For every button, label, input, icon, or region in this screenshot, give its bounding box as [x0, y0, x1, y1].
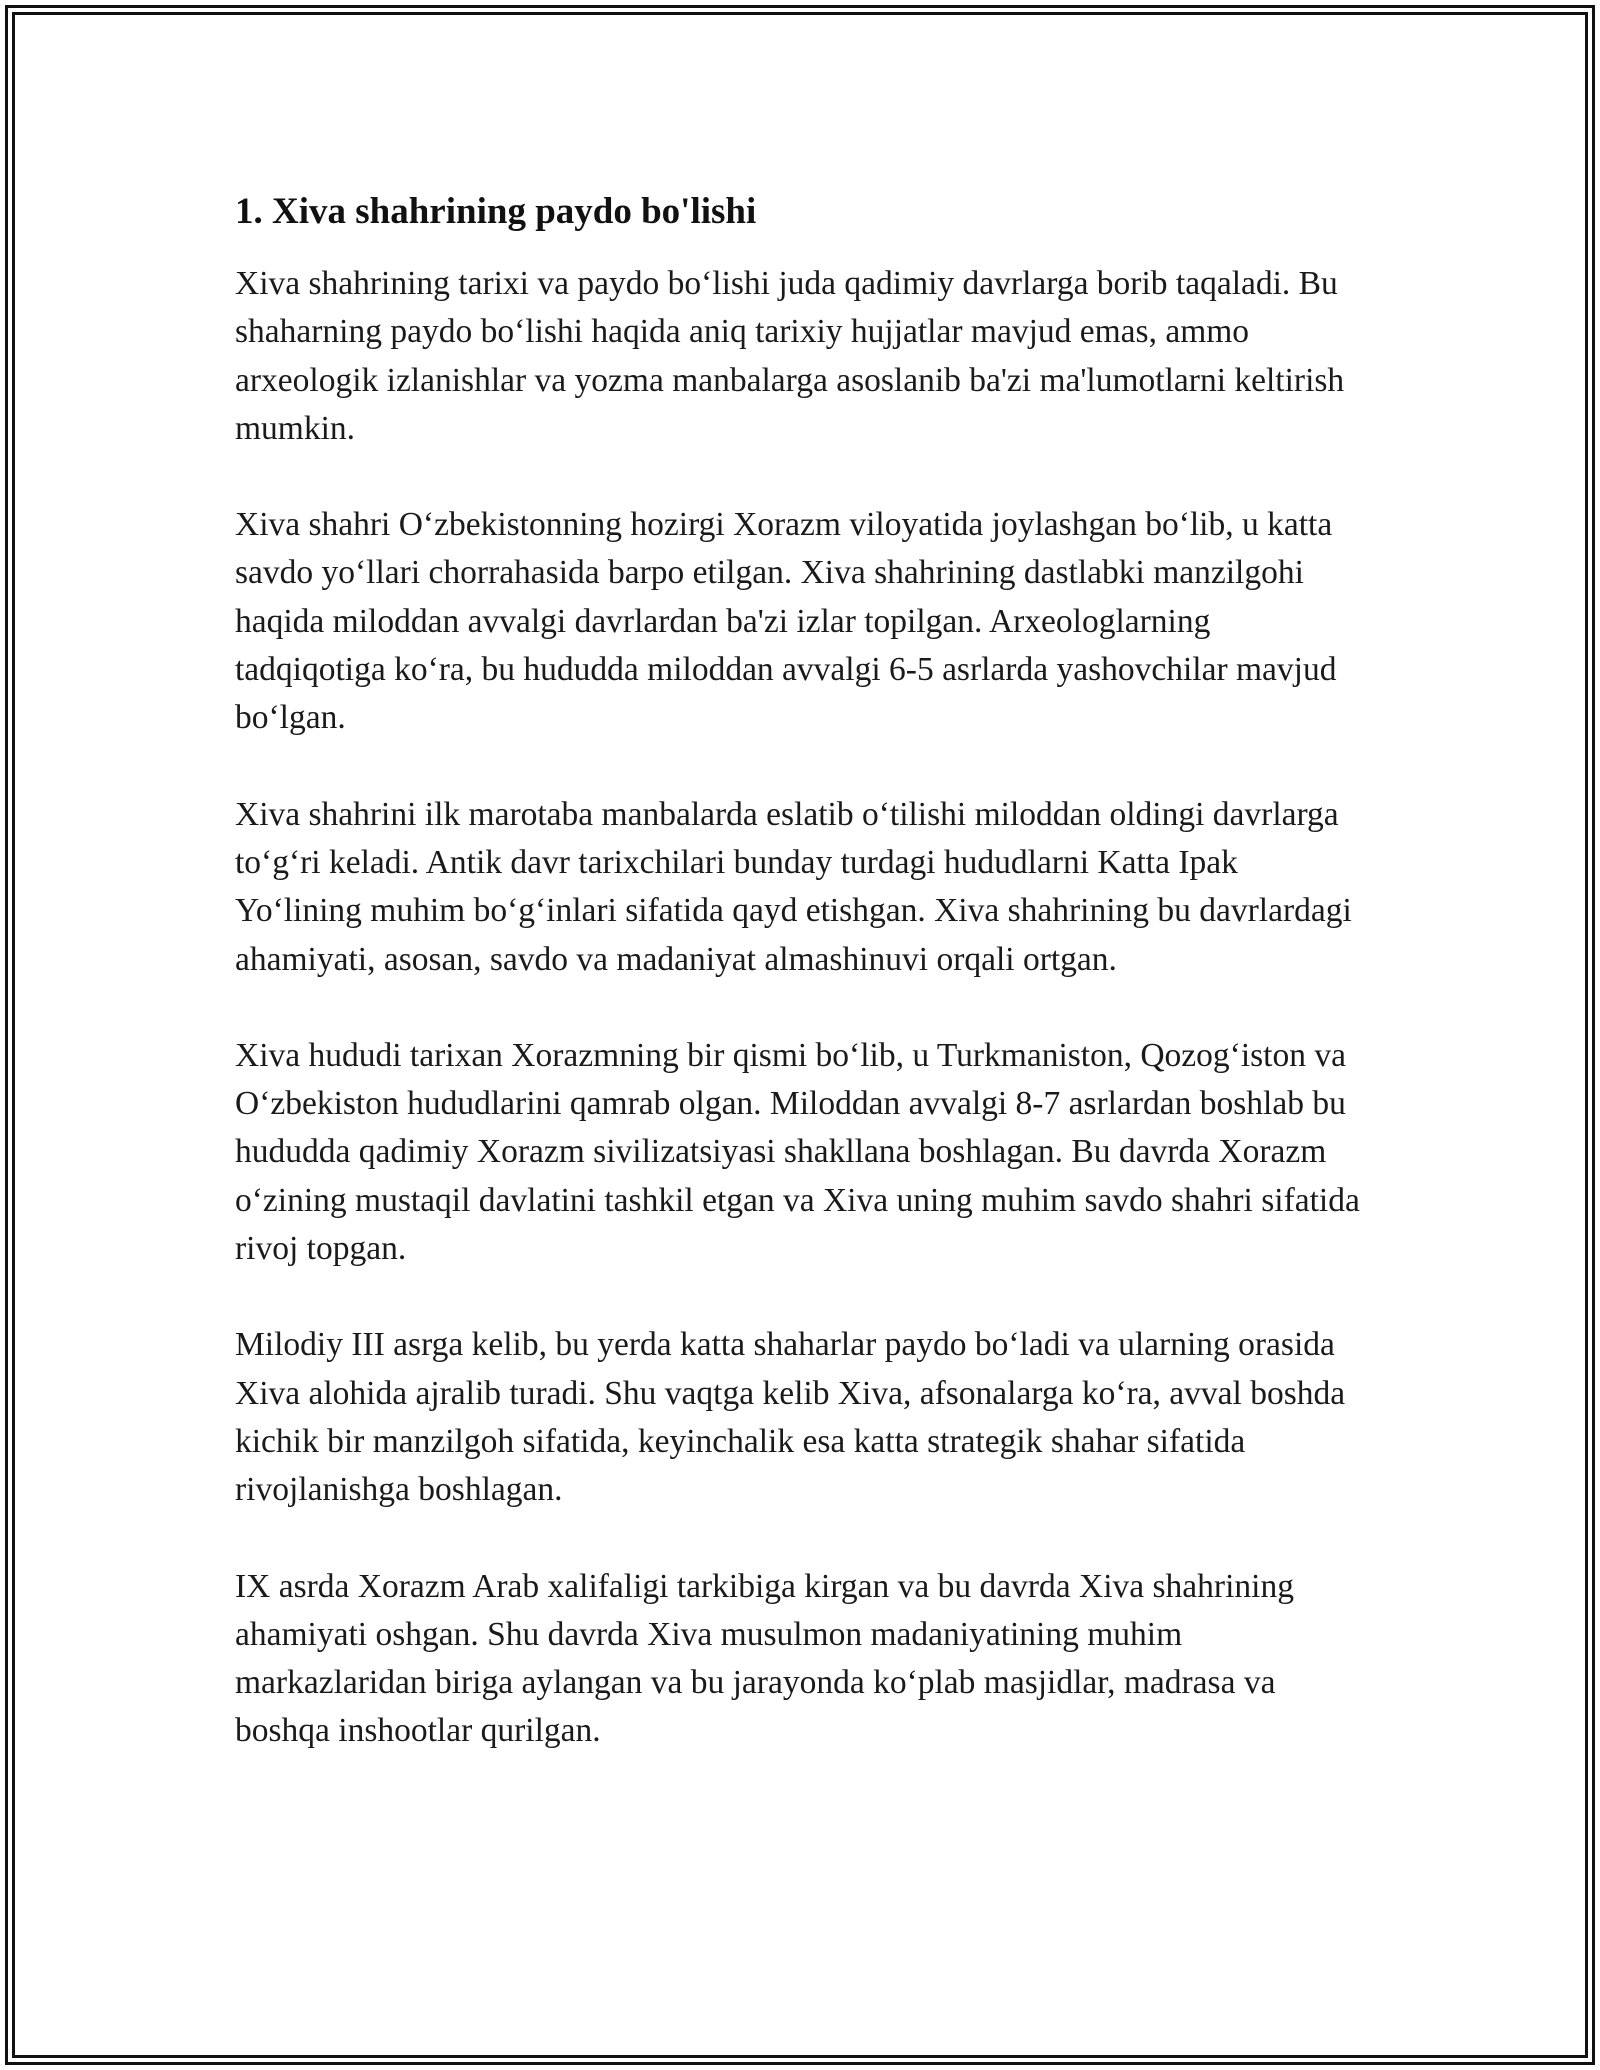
paragraph-1: Xiva shahrining tarixi va paydo bo‘lishi juda qadimiy davrlarga borib taqaladi. Bu shaharning paydo bo‘lishi haqida aniq tarixiy hujjatlar mavjud emas, ammo arxeologik izlanishlar va yozma manbalarga asoslanib ba'zi ma'lumotlarni keltirish mumkin.: [235, 265, 1345, 447]
paragraph-5: Milodiy III asrga kelib, bu yerda katta shaharlar paydo bo‘ladi va ularning orasida Xiva alohida ajralib turadi. Shu vaqtga kelib Xiva, afsonalarga ko‘ra, avval boshda kichik bir manzilgoh sifatida, keyinchalik esa katta strategik shahar sifatida rivojlanishga boshlagan.: [235, 1326, 1346, 1509]
paragraph-2: Xiva shahri O‘zbekistonning hozirgi Xorazm viloyatida joylashgan bo‘lib, u katta savdo yo‘llari chorrahasida barpo etilgan. Xiva shahrining dastlabki manzilgohi haqida miloddan avvalgi davrlardan ba'zi izlar topilgan. Arxeologlarning tadqiqotiga ko‘ra, bu hududda miloddan avvalgi 6-5 asrlarda yashovchilar mavjud bo‘lgan.: [235, 506, 1337, 737]
paragraph-3: Xiva shahrini ilk marotaba manbalarda eslatib o‘tilishi miloddan oldingi davrlarga to‘g‘ri keladi. Antik davr tarixchilari bunday turdagi hududlarni Katta Ipak Yo‘lining muhim bo‘g‘inlari sifatida qayd etishgan. Xiva shahrining bu davrlardagi ahamiyati, asosan, savdo va madaniyat almashinuvi orqali ortgan.: [235, 795, 1352, 978]
document-body: [235, 186, 1365, 1804]
paragraph-6: IX asrda Xorazm Arab xalifaligi tarkibiga kirgan va bu davrda Xiva shahrining ahamiyati oshgan. Shu davrda Xiva musulmon madaniyatining muhim markazlaridan biriga aylangan va bu jarayonda ko‘plab masjidlar, madrasa va boshqa inshootlar qurilgan.: [235, 1567, 1294, 1750]
paragraph-4: Xiva hududi tarixan Xorazmning bir qismi bo‘lib, u Turkmaniston, Qozog‘iston va O‘zbekiston hududlarini qamrab olgan. Miloddan avvalgi 8-7 asrlardan boshlab bu hududda qadimiy Xorazm sivilizatsiyasi shakllana boshlagan. Bu davrda Xorazm o‘zining mustaqil davlatini tashkil etgan va Xiva uning muhim savdo shahri sifatida rivoj topgan.: [235, 1036, 1360, 1268]
section-heading: 1. Xiva shahrining paydo bo'lishi: [235, 191, 757, 232]
